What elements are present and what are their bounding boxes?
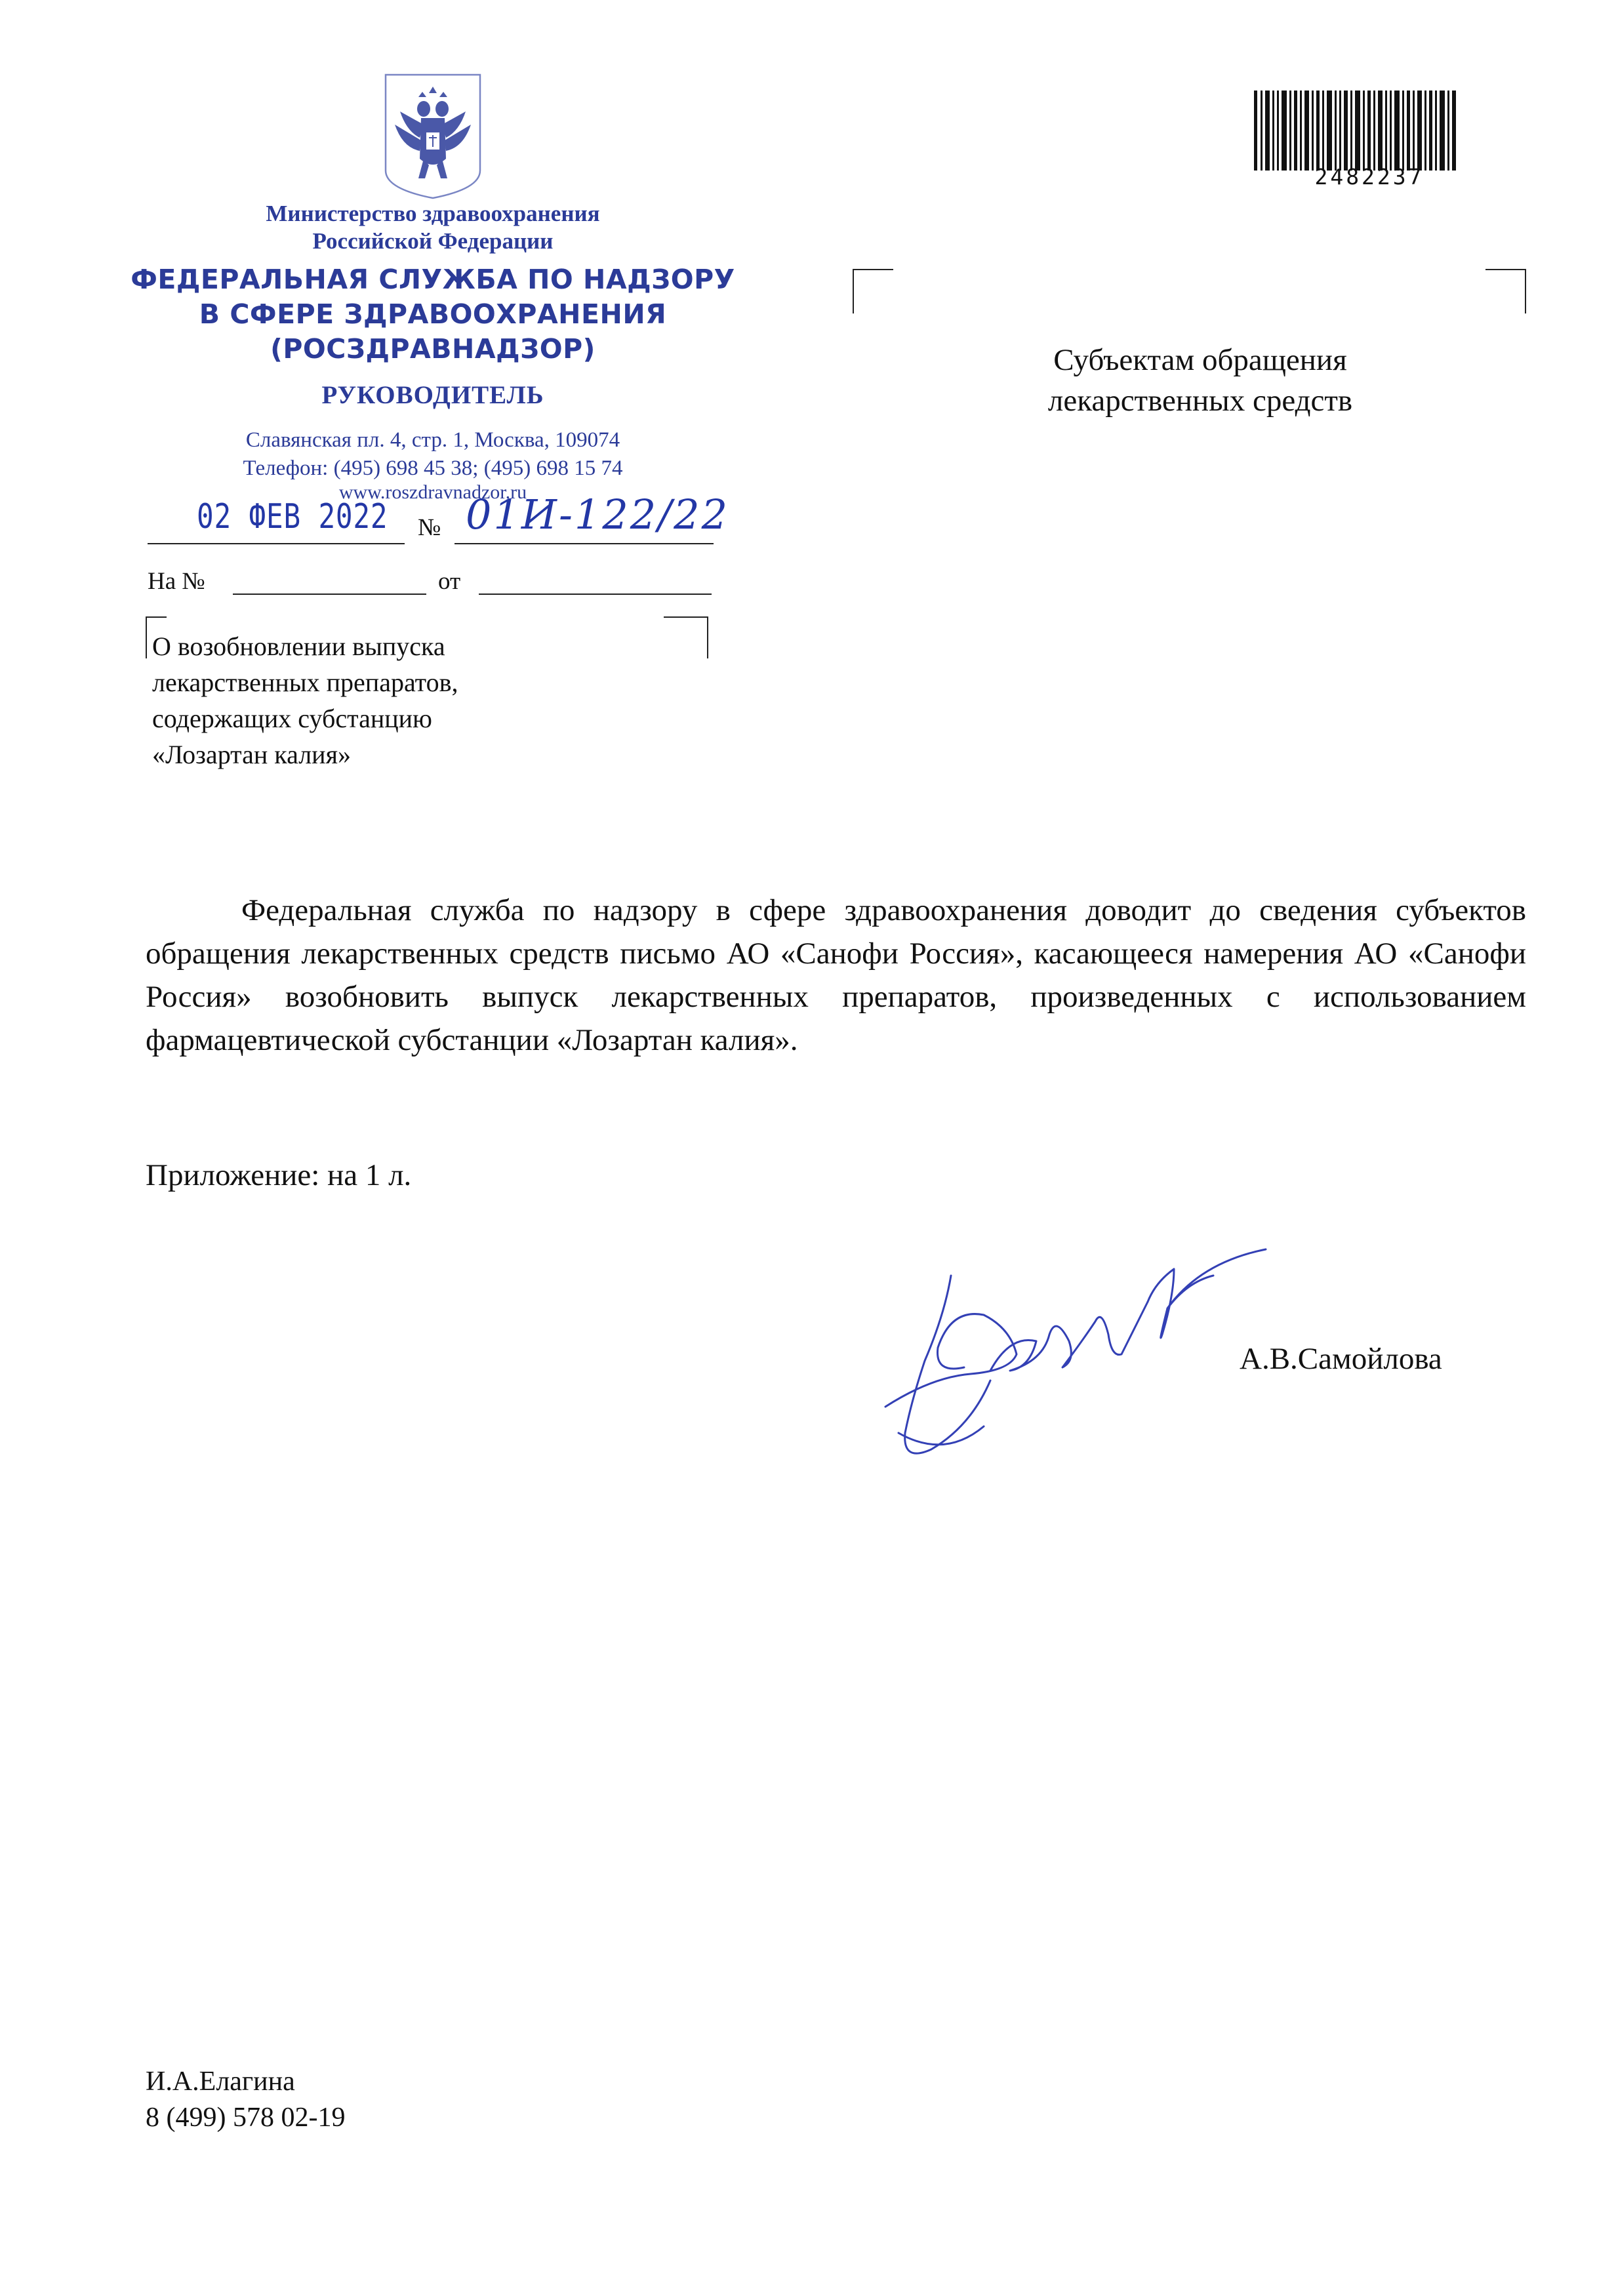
phone: Телефон: (495) 698 45 38; (495) 698 15 74 bbox=[243, 456, 623, 480]
head-title: РУКОВОДИТЕЛЬ bbox=[321, 381, 544, 409]
subject-line-3: содержащих субстанцию bbox=[152, 704, 432, 733]
addressee bbox=[944, 340, 1456, 421]
service-line-3: (РОСЗДРАВНАДЗОР) bbox=[270, 333, 596, 365]
subject-bracket-right bbox=[664, 616, 708, 658]
executor-phone: 8 (499) 578 02-19 bbox=[146, 2103, 346, 2133]
from-underline bbox=[479, 594, 712, 595]
service-line-2: В СФЕРЕ ЗДРАВООХРАНЕНИЯ bbox=[199, 298, 667, 330]
subject bbox=[152, 628, 572, 773]
from-label: от bbox=[438, 568, 461, 595]
handwritten-signature bbox=[859, 1236, 1292, 1485]
signer-name: А.В.Самойлова bbox=[1240, 1342, 1442, 1376]
attachment-note: Приложение: на 1 л. bbox=[146, 1158, 412, 1192]
barcode bbox=[1254, 91, 1457, 171]
number-sign: № bbox=[418, 514, 441, 541]
ministry-line-1: Министерство здравоохранения bbox=[266, 201, 600, 226]
executor-name: И.А.Елагина bbox=[146, 2066, 295, 2097]
addressee-bracket-right bbox=[1485, 269, 1526, 313]
reference-underline bbox=[233, 594, 426, 595]
service-line-1: ФЕДЕРАЛЬНАЯ СЛУЖБА ПО НАДЗОРУ bbox=[131, 264, 735, 295]
subject-line-2: лекарственных препаратов, bbox=[152, 668, 458, 697]
ministry-name bbox=[105, 200, 761, 255]
barcode-number: 2482237 bbox=[1314, 164, 1424, 190]
date-underline bbox=[148, 543, 405, 544]
addressee-line-1: Субъектам обращения bbox=[1053, 343, 1347, 377]
address: Славянская пл. 4, стр. 1, Москва, 109074 bbox=[245, 428, 620, 452]
addressee-line-2: лекарственных средств bbox=[1047, 384, 1353, 418]
subject-line-4: «Лозартан калия» bbox=[152, 740, 351, 769]
registration-number: 01И-122/22 bbox=[466, 491, 730, 538]
service-name bbox=[105, 262, 761, 367]
addressee-bracket-left bbox=[853, 269, 893, 313]
website: www.roszdravnadzor.ru bbox=[338, 481, 527, 503]
russian-coat-of-arms-icon bbox=[380, 72, 485, 200]
subject-line-1: О возобновлении выпуска bbox=[152, 632, 445, 661]
date-stamp: 02 ФЕВ 2022 bbox=[197, 497, 388, 536]
body-paragraph: Федеральная служба по надзору в сфере здравоохранения доводит до сведения субъектов обращения лекарственных средств письмо АО «Санофи Россия», касающееся намерения АО «Санофи Россия» возобновить выпуск лекарственных препаратов, произведенных с использованием фармацевтической субстанции «Лозартан калия». bbox=[146, 893, 1526, 1057]
ministry-line-2: Российской Федерации bbox=[312, 228, 554, 254]
number-underline bbox=[455, 543, 714, 544]
reference-label: На № bbox=[148, 568, 205, 595]
